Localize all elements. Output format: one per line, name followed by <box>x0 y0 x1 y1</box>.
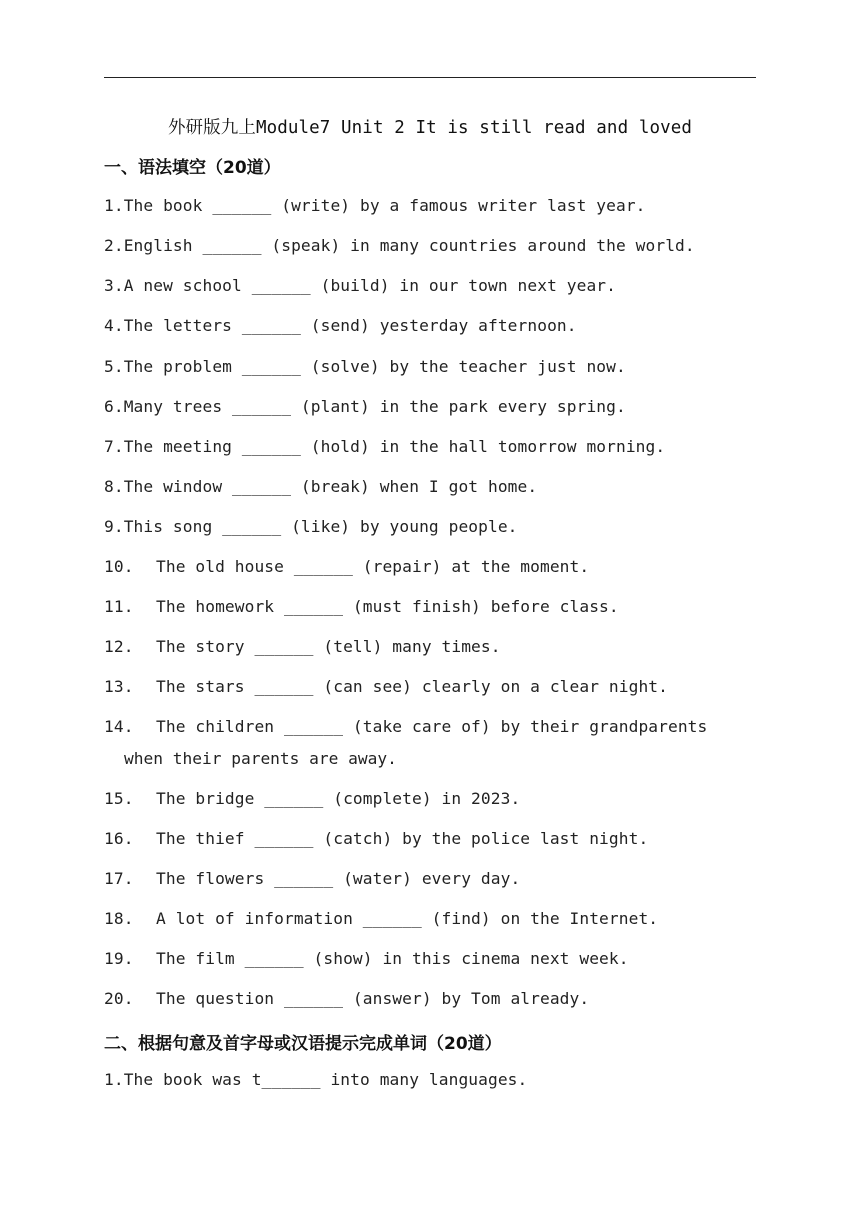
question-number: 5. <box>104 357 124 376</box>
question-13 <box>104 677 668 696</box>
question-17 <box>104 869 520 888</box>
question-11 <box>104 597 619 616</box>
question-number: 6. <box>104 397 124 416</box>
question-20 <box>104 989 589 1008</box>
question-text: This song ______ (like) by young people. <box>123 517 518 536</box>
question-text: The film ______ (show) in this cinema next week. <box>156 949 629 968</box>
question-18 <box>104 909 658 928</box>
question-text: The meeting ______ (hold) in the hall tomorrow morning. <box>123 437 666 456</box>
question-text: The story ______ (tell) many times. <box>156 637 501 656</box>
question-9 <box>104 517 518 536</box>
question-text: The thief ______ (catch) by the police last night. <box>156 829 649 848</box>
question-16 <box>104 829 648 848</box>
question-7 <box>104 437 665 456</box>
question-number: 18. <box>104 909 134 928</box>
question-14-continuation: when their parents are away. <box>124 749 397 768</box>
question-number: 15. <box>104 789 134 808</box>
question-text: The book was t______ into many languages. <box>123 1070 528 1089</box>
question-19 <box>104 949 629 968</box>
question-number: 9. <box>104 517 124 536</box>
question-text: A lot of information ______ (find) on the Internet. <box>156 909 659 928</box>
question-number: 14. <box>104 717 134 736</box>
question-number: 11. <box>104 597 134 616</box>
question-number: 3. <box>104 276 124 295</box>
question-number: 10. <box>104 557 134 576</box>
question-14 <box>104 717 707 736</box>
section2-heading: 二、根据句意及首字母或汉语提示完成单词（20道） <box>104 1034 502 1054</box>
question-text: The problem ______ (solve) by the teacher just now. <box>123 357 626 376</box>
section2-question-1 <box>104 1070 527 1089</box>
question-2 <box>104 236 695 255</box>
question-text: The bridge ______ (complete) in 2023. <box>156 789 521 808</box>
question-number: 2. <box>104 236 124 255</box>
question-number: 1. <box>104 1070 124 1089</box>
question-3 <box>104 276 616 295</box>
question-text: The flowers ______ (water) every day. <box>156 869 521 888</box>
question-12 <box>104 637 501 656</box>
document-title: 外研版九上Module7 Unit 2 It is still read and loved <box>167 118 693 138</box>
question-1 <box>104 196 646 215</box>
question-8 <box>104 477 537 496</box>
question-number: 7. <box>104 437 124 456</box>
question-text: The letters ______ (send) yesterday afternoon. <box>123 316 577 335</box>
question-4 <box>104 316 577 335</box>
section1-heading: 一、语法填空（20道） <box>104 158 281 178</box>
question-number: 1. <box>104 196 124 215</box>
question-number: 12. <box>104 637 134 656</box>
question-text: The children ______ (take care of) by their grandparents <box>156 717 708 736</box>
question-5 <box>104 357 626 376</box>
question-number: 20. <box>104 989 134 1008</box>
question-text: The book ______ (write) by a famous writer last year. <box>123 196 646 215</box>
question-text: The window ______ (break) when I got home. <box>123 477 538 496</box>
header-rule <box>104 77 756 78</box>
question-text: The old house ______ (repair) at the moment. <box>156 557 590 576</box>
question-text: English ______ (speak) in many countries around the world. <box>123 236 695 255</box>
question-text: A new school ______ (build) in our town next year. <box>123 276 616 295</box>
question-number: 4. <box>104 316 124 335</box>
question-6 <box>104 397 626 416</box>
question-15 <box>104 789 520 808</box>
question-number: 13. <box>104 677 134 696</box>
question-10 <box>104 557 589 576</box>
question-text: Many trees ______ (plant) in the park every spring. <box>123 397 626 416</box>
question-number: 16. <box>104 829 134 848</box>
question-number: 8. <box>104 477 124 496</box>
question-number: 17. <box>104 869 134 888</box>
question-number: 19. <box>104 949 134 968</box>
question-text: The stars ______ (can see) clearly on a clear night. <box>156 677 668 696</box>
question-text: The question ______ (answer) by Tom already. <box>156 989 590 1008</box>
question-text: The homework ______ (must finish) before class. <box>156 597 619 616</box>
